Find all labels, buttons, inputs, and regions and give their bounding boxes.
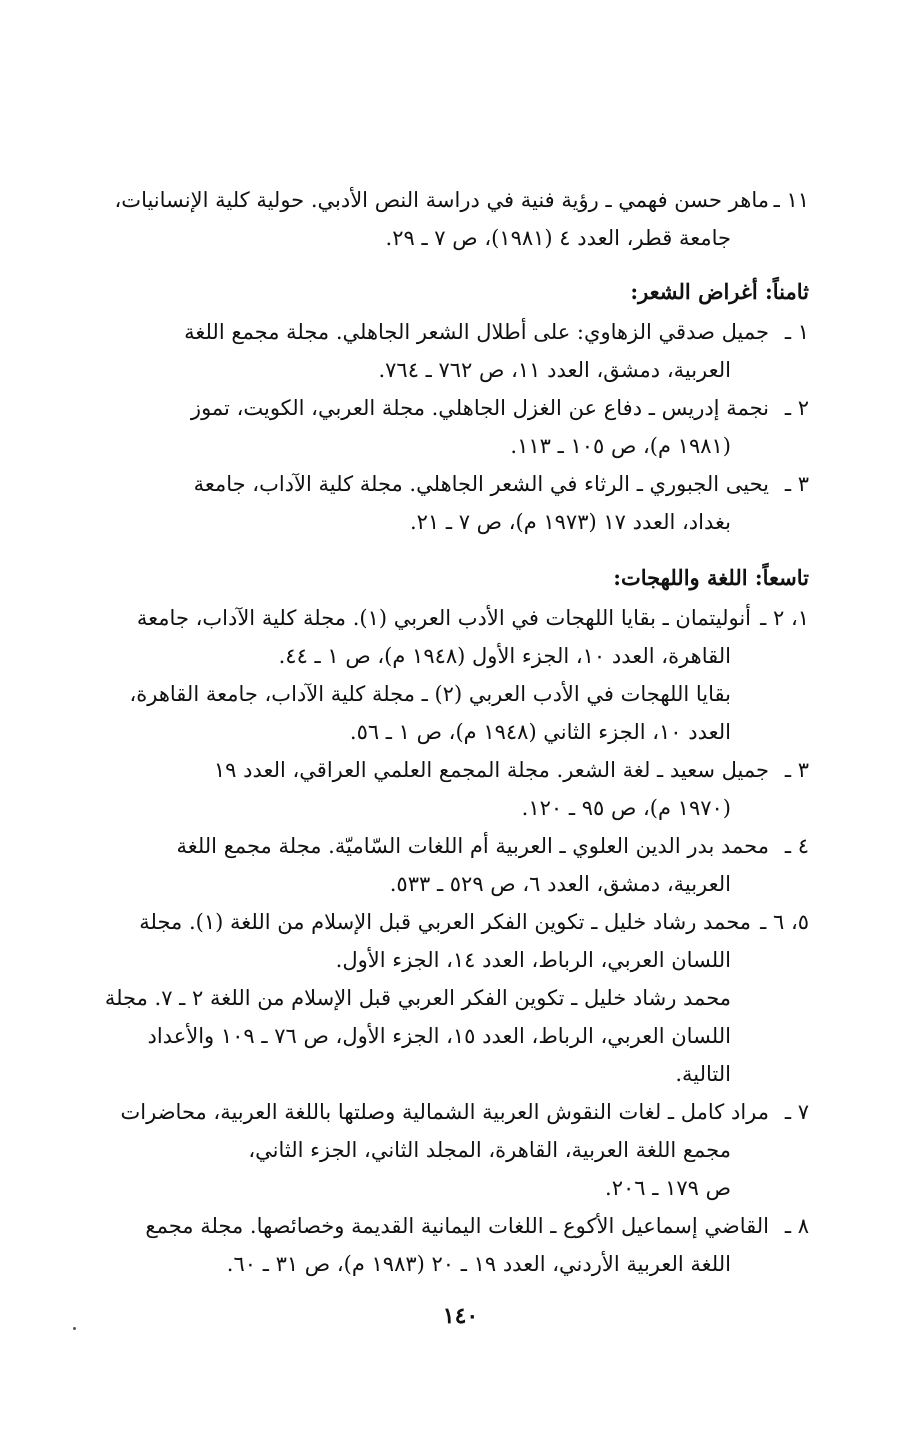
section-title: تاسعاً: اللغة واللهجات:: [613, 565, 809, 590]
section-heading-9: [0, 558, 921, 598]
bibliography-entry: [0, 826, 921, 866]
entry-continuation: [0, 674, 921, 714]
entry-continuation: [0, 350, 921, 390]
entry-number: ١ ـ: [784, 320, 809, 344]
entry-text: نجمة إدريس ـ دفاع عن الغزل الجاهلي. مجلة العربي، الكويت، تموز: [190, 396, 769, 420]
section-heading-8: [0, 272, 921, 312]
entry-text: مراد كامل ـ لغات النقوش العربية الشمالية وصلتها باللغة العربية، محاضرات: [120, 1100, 769, 1124]
entry-text: بغداد، العدد ١٧ (١٩٧٣ م)، ص ٧ ـ ٢١.: [409, 510, 731, 534]
entry-text: العدد ١٠، الجزء الثاني (١٩٤٨ م)، ص ١ ـ ٥٦.: [349, 720, 731, 744]
entry-continuation: [0, 1016, 921, 1056]
entry-continuation: [0, 978, 921, 1018]
entry-number: ٣ ـ: [784, 472, 809, 496]
bibliography-entry: [0, 750, 921, 790]
bibliography-entry: [0, 1206, 921, 1246]
bibliography-entry: [0, 388, 921, 428]
entry-text: (١٩٧٠ م)، ص ٩٥ ـ ١٢٠.: [521, 796, 731, 820]
entry-continuation: [0, 1130, 921, 1170]
entry-number: ١١ ـ: [773, 188, 809, 212]
entry-text: محمد بدر الدين العلوي ـ العربية أم اللغات السّاميّة. مجلة مجمع اللغة: [176, 834, 769, 858]
entry-text: القاضي إسماعيل الأكوع ـ اللغات اليمانية القديمة وخصائصها. مجلة مجمع: [145, 1214, 769, 1238]
entry-continuation: [0, 1244, 921, 1284]
bibliography-entry: [0, 312, 921, 352]
page-number: ١٤٠: [442, 1303, 479, 1329]
section-title: ثامناً: أغراض الشعر:: [630, 279, 809, 304]
entry-continuation: [0, 426, 921, 466]
entry-text: ماهر حسن فهمي ـ رؤية فنية في دراسة النص الأدبي. حولية كلية الإنسانيات،: [114, 188, 769, 212]
scan-speck: [73, 1327, 76, 1330]
entry-text: جامعة قطر، العدد ٤ (١٩٨١)، ص ٧ ـ ٢٩.: [385, 226, 731, 250]
entry-continuation: [0, 788, 921, 828]
entry-text: جميل صدقي الزهاوي: على أطلال الشعر الجاهلي. مجلة مجمع اللغة: [184, 320, 769, 344]
entry-text: العربية، دمشق، العدد ٦، ص ٥٢٩ ـ ٥٣٣.: [389, 872, 731, 896]
entry-text: اللسان العربي، الرباط، العدد ١٤، الجزء الأول.: [335, 948, 731, 972]
entry-number: ٢ ـ: [784, 396, 809, 420]
entry-text: العربية، دمشق، العدد ١١، ص ٧٦٢ ـ ٧٦٤.: [378, 358, 731, 382]
entry-continuation: [0, 864, 921, 904]
entry-text: التالية.: [675, 1062, 731, 1086]
entry-text: أنوليتمان ـ بقايا اللهجات في الأدب العربي (١). مجلة كلية الآداب، جامعة: [136, 606, 751, 630]
entry-text: مجمع اللغة العربية، القاهرة، المجلد الثاني، الجزء الثاني،: [248, 1138, 731, 1162]
bibliography-entry: [0, 598, 921, 638]
entry-number: ٣ ـ: [784, 758, 809, 782]
entry-text: جميل سعيد ـ لغة الشعر. مجلة المجمع العلمي العراقي، العدد ١٩: [213, 758, 769, 782]
entry-text: (١٩٨١ م)، ص ١٠٥ ـ ١١٣.: [510, 434, 731, 458]
entry-number: ٧ ـ: [784, 1100, 809, 1124]
entry-text: محمد رشاد خليل ـ تكوين الفكر العربي قبل الإسلام من اللغة ٢ ـ ٧. مجلة: [104, 986, 731, 1010]
entry-continuation: [0, 636, 921, 676]
entry-continuation: [0, 940, 921, 980]
bibliography-entry: [0, 464, 921, 504]
entry-continuation: [0, 502, 921, 542]
entry-text: ص ١٧٩ ـ ٢٠٦.: [605, 1176, 731, 1200]
entry-continuation: [0, 712, 921, 752]
entry-number: ٨ ـ: [784, 1214, 809, 1238]
entry-number: ٥، ٦ ـ: [760, 910, 809, 934]
entry-text: اللغة العربية الأردني، العدد ١٩ ـ ٢٠ (١٩٨٣ م)، ص ٣١ ـ ٦٠.: [226, 1252, 731, 1276]
entry-continuation: [0, 1054, 921, 1094]
entry-text: يحيى الجبوري ـ الرثاء في الشعر الجاهلي. مجلة كلية الآداب، جامعة: [193, 472, 769, 496]
entry-text: بقايا اللهجات في الأدب العربي (٢) ـ مجلة كلية الآداب، جامعة القاهرة،: [129, 682, 731, 706]
entry-continuation: [0, 218, 921, 258]
entry-text: القاهرة، العدد ١٠، الجزء الأول (١٩٤٨ م)، ص ١ ـ ٤٤.: [278, 644, 731, 668]
entry-number: ١، ٢ ـ: [760, 606, 809, 630]
bibliography-entry: [0, 902, 921, 942]
entry-continuation: [0, 1168, 921, 1208]
bibliography-entry: [0, 1092, 921, 1132]
entry-number: ٤ ـ: [784, 834, 809, 858]
entry-text: اللسان العربي، الرباط، العدد ١٥، الجزء الأول، ص ٧٦ ـ ١٠٩ والأعداد: [147, 1024, 731, 1048]
bibliography-entry-11: [0, 180, 921, 220]
entry-text: محمد رشاد خليل ـ تكوين الفكر العربي قبل الإسلام من اللغة (١). مجلة: [139, 910, 751, 934]
